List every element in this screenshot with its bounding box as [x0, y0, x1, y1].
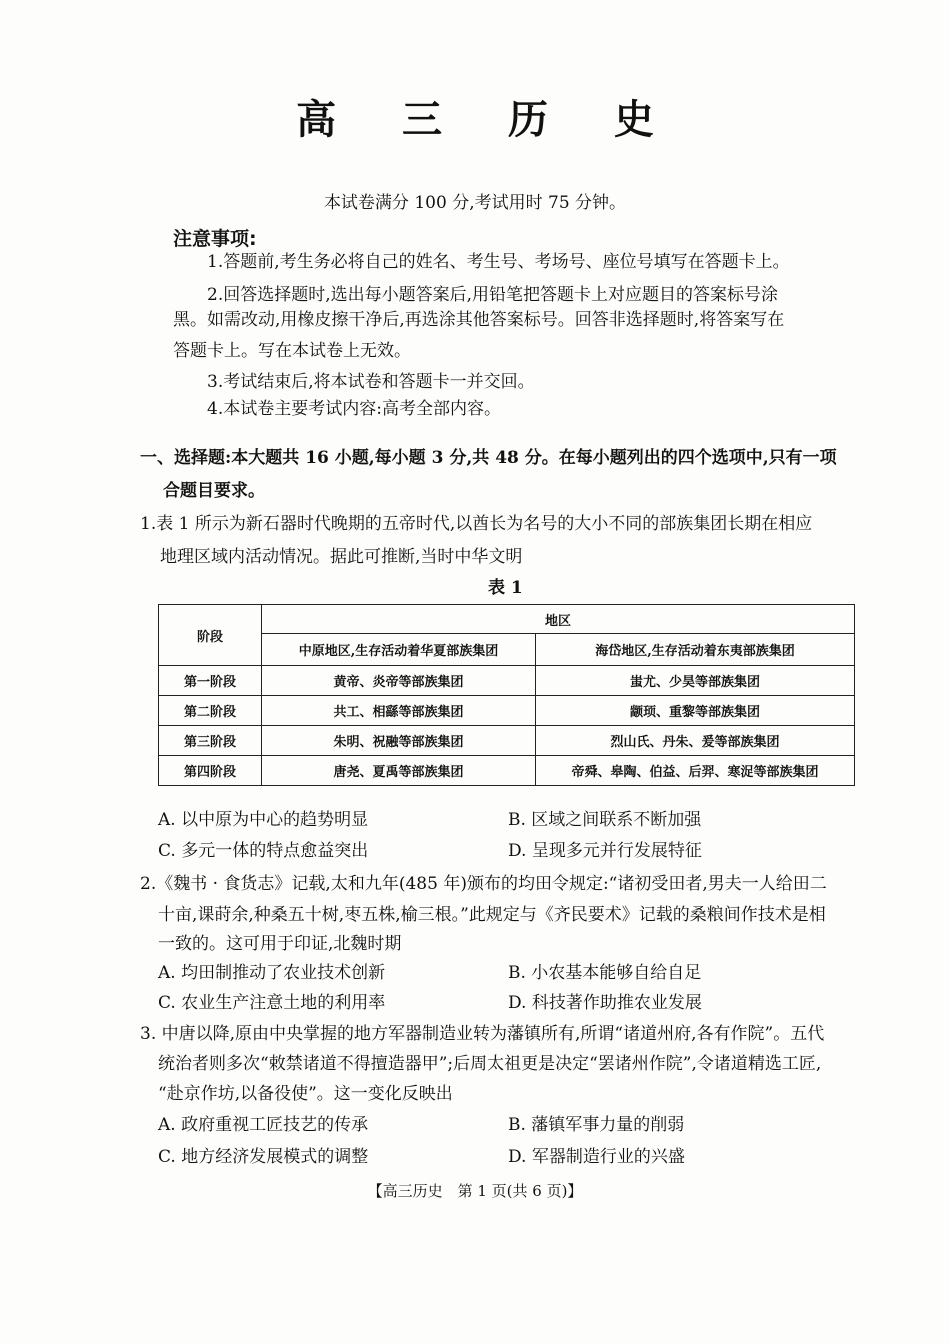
q3-option-b: B. 藩镇军事力量的削弱 [508, 1115, 685, 1135]
table-row [159, 756, 855, 786]
exam-info: 本试卷满分 100 分,考试用时 75 分钟。 [323, 193, 627, 213]
q2-stem-line-3: 一致的。这可用于印证,北魏时期 [158, 934, 402, 954]
haidai-header: 海岱地区,生存活动着东夷部族集团 [536, 634, 855, 666]
q1-option-a: A. 以中原为中心的趋势明显 [158, 810, 369, 830]
haidai-cell: 帝舜、皋陶、伯益、后羿、寒浞等部族集团 [536, 756, 855, 786]
notice-line-4: 4.本试卷主要考试内容:高考全部内容。 [207, 399, 501, 419]
stage-cell: 第二阶段 [159, 696, 262, 726]
q2-option-c: C. 农业生产注意土地的利用率 [158, 993, 386, 1013]
stage-cell: 第一阶段 [159, 666, 262, 696]
q2-stem-line-2: 十亩,课莳余,种桑五十树,枣五株,榆三根。”此规定与《齐民要术》记载的桑粮间作技术是相 [158, 905, 826, 925]
q3-option-c: C. 地方经济发展模式的调整 [158, 1147, 369, 1167]
q1-option-c: C. 多元一体的特点愈益突出 [158, 841, 369, 861]
section-heading-line-1: 一、选择题:本大题共 16 小题,每小题 3 分,共 48 分。在每小题列出的四个选项中,只有一项 [140, 448, 837, 468]
q1-option-b: B. 区域之间联系不断加强 [508, 810, 702, 830]
q2-option-d: D. 科技著作助推农业发展 [508, 993, 702, 1013]
section-heading-line-2: 合题目要求。 [163, 481, 265, 501]
stage-cell: 第三阶段 [159, 726, 262, 756]
stage-header: 阶段 [159, 605, 262, 666]
stage-cell: 第四阶段 [159, 756, 262, 786]
table-row [159, 726, 855, 756]
q2-option-a: A. 均田制推动了农业技术创新 [158, 963, 386, 983]
q3-option-d: D. 军器制造行业的兴盛 [508, 1147, 685, 1167]
haidai-cell: 蚩尤、少昊等部族集团 [536, 666, 855, 696]
notice-line-2b: 黑。如需改动,用橡皮擦干净后,再选涂其他答案标号。回答非选择题时,将答案写在 [173, 310, 785, 330]
table-row [159, 666, 855, 696]
central-plains-cell: 唐尧、夏禹等部族集团 [262, 756, 536, 786]
central-plains-cell: 共工、相繇等部族集团 [262, 696, 536, 726]
q3-stem-line-2: 统治者则多次“敕禁诸道不得擅造器甲”;后周太祖更是决定“罢诸州作院”,令诸道精选工匠, [158, 1054, 822, 1074]
notice-line-1: 1.答题前,考生务必将自己的姓名、考生号、考场号、座位号填写在答题卡上。 [207, 252, 790, 272]
region-header: 地区 [262, 605, 855, 634]
table-1 [158, 604, 855, 786]
central-plains-cell: 朱明、祝融等部族集团 [262, 726, 536, 756]
haidai-cell: 颛顼、重黎等部族集团 [536, 696, 855, 726]
q1-stem-line-2: 地理区域内活动情况。据此可推断,当时中华文明 [160, 547, 523, 567]
notice-heading: 注意事项: [173, 228, 257, 250]
notice-line-2c: 答题卡上。写在本试卷上无效。 [173, 341, 411, 361]
q2-stem-line-1: 2.《魏书 · 食货志》记载,太和九年(485 年)颁布的均田令规定:“诸初受田者,男夫一人给田二 [140, 874, 827, 894]
page-footer: 【高三历史 第 1 页(共 6 页)】 [367, 1182, 583, 1200]
q1-option-d: D. 呈现多元并行发展特征 [508, 841, 702, 861]
central-plains-cell: 黄帝、炎帝等部族集团 [262, 666, 536, 696]
haidai-cell: 烈山氏、丹朱、爰等部族集团 [536, 726, 855, 756]
table-caption: 表 1 [488, 578, 523, 598]
q3-stem-line-1: 3. 中唐以降,原由中央掌握的地方军器制造业转为藩镇所有,所谓“诸道州府,各有作院”。五代 [140, 1024, 825, 1044]
page-title: 高 三 历 史 [296, 97, 680, 143]
q3-option-a: A. 政府重视工匠技艺的传承 [158, 1115, 369, 1135]
table-subheader-row [159, 634, 855, 666]
notice-line-2a: 2.回答选择题时,选出每小题答案后,用铅笔把答题卡上对应题目的答案标号涂 [207, 285, 779, 305]
q2-option-b: B. 小农基本能够自给自足 [508, 963, 702, 983]
table-header-row [159, 605, 855, 634]
table-row [159, 696, 855, 726]
central-plains-header: 中原地区,生存活动着华夏部族集团 [262, 634, 536, 666]
notice-line-3: 3.考试结束后,将本试卷和答题卡一并交回。 [207, 372, 535, 392]
q3-stem-line-3: “赴京作坊,以备役使”。这一变化反映出 [158, 1084, 453, 1104]
q1-stem-line-1: 1.表 1 所示为新石器时代晚期的五帝时代,以酋长为名号的大小不同的部族集团长期在相应 [140, 514, 813, 534]
